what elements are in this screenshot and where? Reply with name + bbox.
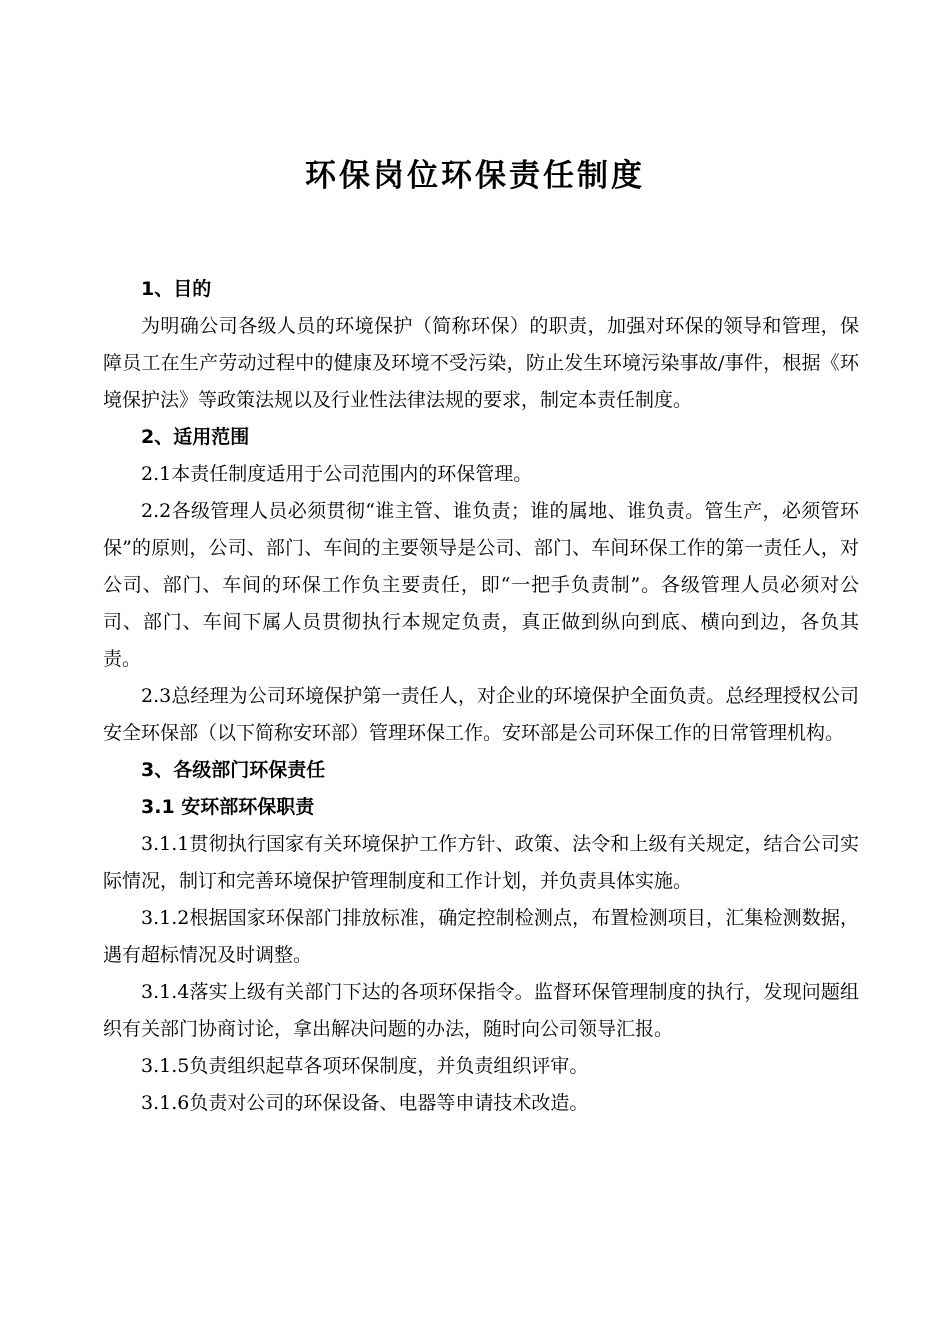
paragraph-2-2: 2.2各级管理人员必须贯彻“谁主管、谁负责；谁的属地、谁负责。管生产，必须管环保”的原则，公司、部门、车间的主要领导是公司、部门、车间环保工作的第一责任人，对公司、部门、车间的环保工作负主要责任，即“一把手负责制”。各级管理人员必须对公司、部门、车间下属人员贯彻执行本规定负责，真正做到纵向到底、横向到边，各负其责。 [103, 500, 859, 670]
document-body [103, 271, 859, 1122]
section-heading-responsibilities: 3、各级部门环保责任 [141, 759, 326, 781]
paragraph-3-1-2: 3.1.2根据国家环保部门排放标准，确定控制检测点，布置检测项目，汇集检测数据，遇有超标情况及时调整。 [103, 907, 859, 966]
section-heading-scope: 2、适用范围 [141, 426, 250, 448]
paragraph-2-3: 2.3总经理为公司环境保护第一责任人，对企业的环境保护全面负责。总经理授权公司安全环保部（以下简称安环部）管理环保工作。安环部是公司环保工作的日常管理机构。 [103, 685, 859, 744]
section-heading-purpose: 1、目的 [141, 278, 212, 300]
paragraph-2-1: 2.1本责任制度适用于公司范围内的环保管理。 [141, 463, 533, 485]
subsection-heading-3-1: 3.1 安环部环保职责 [141, 796, 315, 818]
paragraph-3-1-1: 3.1.1贯彻执行国家有关环境保护工作方针、政策、法令和上级有关规定，结合公司实际情况，制订和完善环境保护管理制度和工作计划，并负责具体实施。 [103, 833, 859, 892]
paragraph-purpose: 为明确公司各级人员的环境保护（简称环保）的职责，加强对环保的领导和管理，保障员工在生产劳动过程中的健康及环境不受污染，防止发生环境污染事故/事件，根据《环境保护法》等政策法规以及行业性法律法规的要求，制定本责任制度。 [103, 315, 859, 411]
paragraph-3-1-5: 3.1.5负责组织起草各项环保制度，并负责组织评审。 [141, 1055, 589, 1077]
paragraph-3-1-6: 3.1.6负责对公司的环保设备、电器等申请技术改造。 [141, 1092, 589, 1114]
paragraph-3-1-4: 3.1.4落实上级有关部门下达的各项环保指令。监督环保管理制度的执行，发现问题组织有关部门协商讨论，拿出解决问题的办法，随时向公司领导汇报。 [103, 981, 859, 1040]
document-title: 环保岗位环保责任制度 [305, 158, 645, 194]
